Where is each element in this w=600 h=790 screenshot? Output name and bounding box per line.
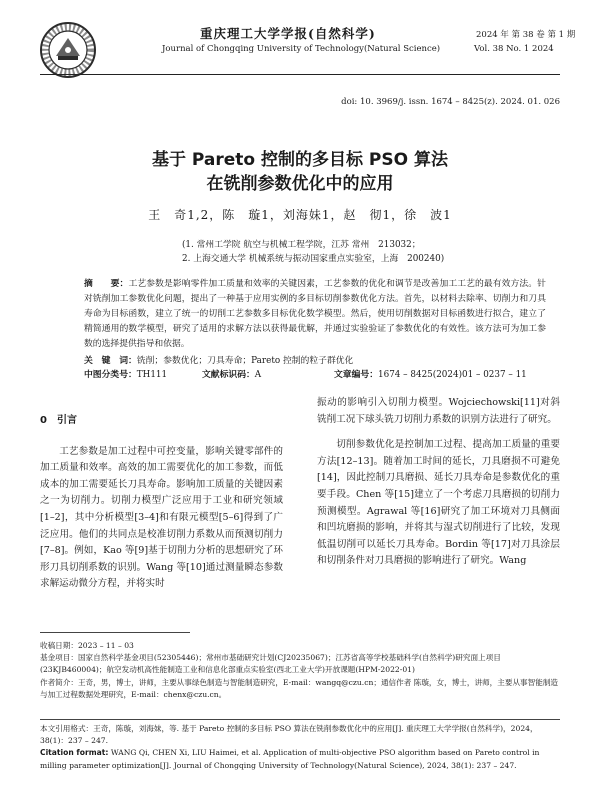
document-code: 文献标识码：A — [202, 370, 262, 380]
keywords-text: 铣削；参数优化；刀具寿命；Pareto 控制的粒子群优化 — [136, 356, 354, 366]
footnote-rule — [40, 632, 190, 633]
citation-block — [40, 723, 560, 772]
issue-info-en: Vol. 38 No. 1 2024 — [474, 44, 554, 54]
section-heading-introduction: 0 引言 — [40, 415, 77, 426]
paper-title-line2: 在铣削参数优化中的应用 — [206, 174, 394, 194]
citation-cn: 本文引用格式：王奇，陈璇，刘海妹，等. 基于 Pareto 控制的多目标 PSO 算法在铣削参数优化中的应用[J]. 重庆理工大学学报(自然科学)，2024，38(1)：237 – 247. — [40, 724, 538, 746]
doi: doi: 10. 3969/j. issn. 1674 – 8425(z). 2024. 01. 026 — [341, 97, 560, 107]
journal-name-cn: 重庆理工大学学报(自然科学) — [200, 26, 376, 41]
article-number: 文章编号：1674 – 8425(2024)01 – 0237 – 11 — [334, 370, 527, 380]
abstract-label: 摘 要： — [84, 279, 129, 289]
received-date: 收稿日期：2023 – 11 – 03 — [40, 641, 134, 650]
citation-rule — [40, 719, 560, 720]
keywords-label: 关 键 词： — [84, 356, 137, 366]
body-column-left — [40, 395, 283, 593]
abstract-text: 工艺参数是影响零件加工质量和效率的关键因素，工艺参数的优化和调节是改善加工工艺的最有效方法。针对铣削加工参数优化问题，提出了一种基于应用实例的多目标切削参数优化方法。首先，以材料去除率、切削力和刀具寿命为目标函数，建立了统一的切削工艺参数多目标优化数学模型。然后，使用切削数据对目标函数进行拟合，建立了精简通用的数学模型，研究了适用的求解方法以获得最优解，并通过实验验证了参数优化的有效性。该方法可为加工参数的选择提供指导和依据。 — [84, 279, 546, 349]
paper-title-line1: 基于 Pareto 控制的多目标 PSO 算法 — [151, 150, 449, 170]
affiliation-2: 2. 上海交通大学 机械系统与振动国家重点实验室，上海 200240) — [182, 254, 445, 264]
body-paragraph: 工艺参数是加工过程中可控变量，影响关键零部件的加工质量和效率。高效的加工需要优化的加工参数，而低成本的加工需要延长刀具寿命。影响加工质量的关键因素之一为切削力。切削力模型广泛应用于工业和研究领域[1–2]，其中分析模型[3–4]和有限元模型[5–6]得到了广泛应用。他们的共同点是校准切削力系数从而预测切削力[7–8]。例如，Kao 等[9]基于切削力分析的思想研究了环形刀具切削系数的识别。Wang 等[10]通过测量瞬态参数求解运动微分方程，并将实时 — [40, 445, 283, 590]
affiliation-1: (1. 常州工学院 航空与机械工程学院，江苏 常州 213032； — [182, 240, 421, 250]
clc-number: 中图分类号：TH111 — [84, 370, 168, 380]
body-column-right — [317, 395, 560, 570]
citation-en: Citation format: WANG Qi, CHEN Xi, LIU Haimei, et al. Application of multi-objective PSO algorithm based on Pareto control in milling parameter optimization[J]. Journal of Chongqing University of Technology(Natural Science), 2024, 38(1): 237 – 247. — [40, 748, 540, 770]
issue-info-cn: 2024 年 第 38 卷 第 1 期 — [476, 30, 576, 40]
body-paragraph: 切削参数优化是控制加工过程、提高加工质量的重要方法[12–13]。随着加工时间的延长，刀具磨损不可避免[14]，因此控制刀具磨损、延长刀具寿命是参数优化的重要手段。Chen 等[15]建立了一个考虑刀具磨损的切削力预测模型。Agrawal 等[16]研究了加工环境对刀具侧面和凹坑磨损的影响，并将其与湿式切削进行了比较，发现低温切削可以延长刀具寿命。Bordin 等[17]对刀具涂层和切削条件对刀具磨损的影响进行了研究。Wang — [317, 439, 560, 567]
author-list: 王 奇1,2，陈 璇1，刘海妹1，赵 彻1，徐 波1 — [148, 208, 452, 222]
abstract — [84, 277, 546, 352]
journal-name-en: Journal of Chongqing University of Technology(Natural Science) — [162, 44, 441, 54]
university-logo-icon — [40, 22, 96, 78]
footnotes — [40, 640, 560, 701]
author-bio: 作者简介：王奇，男，博士，讲师，主要从事绿色制造与智能制造研究，E-mail：wangq@czu.cn；通信作者 陈璇，女，博士，讲师，主要从事智能制造与加工过程数据处理研究，E-mail：chenx@czu.cn。 — [40, 677, 559, 699]
fund-info: 基金项目：国家自然科学基金项目(52305446)；常州市基础研究计划(CJ20235067)；江苏省高等学校基础科学(自然科学)研究面上项目(23KJB460004)；航空发动机高性能制造工业和信息化部重点实验室(西北工业大学)开放课题(HPM-2022-01) — [40, 653, 501, 675]
header-rule — [40, 74, 560, 75]
keywords — [84, 353, 546, 366]
body-paragraph: 振动的影响引入切削力模型。Wojciechowski[11]对斜铣削工况下球头铣刀切削力系数的识别方法进行了研究。 — [317, 397, 560, 425]
